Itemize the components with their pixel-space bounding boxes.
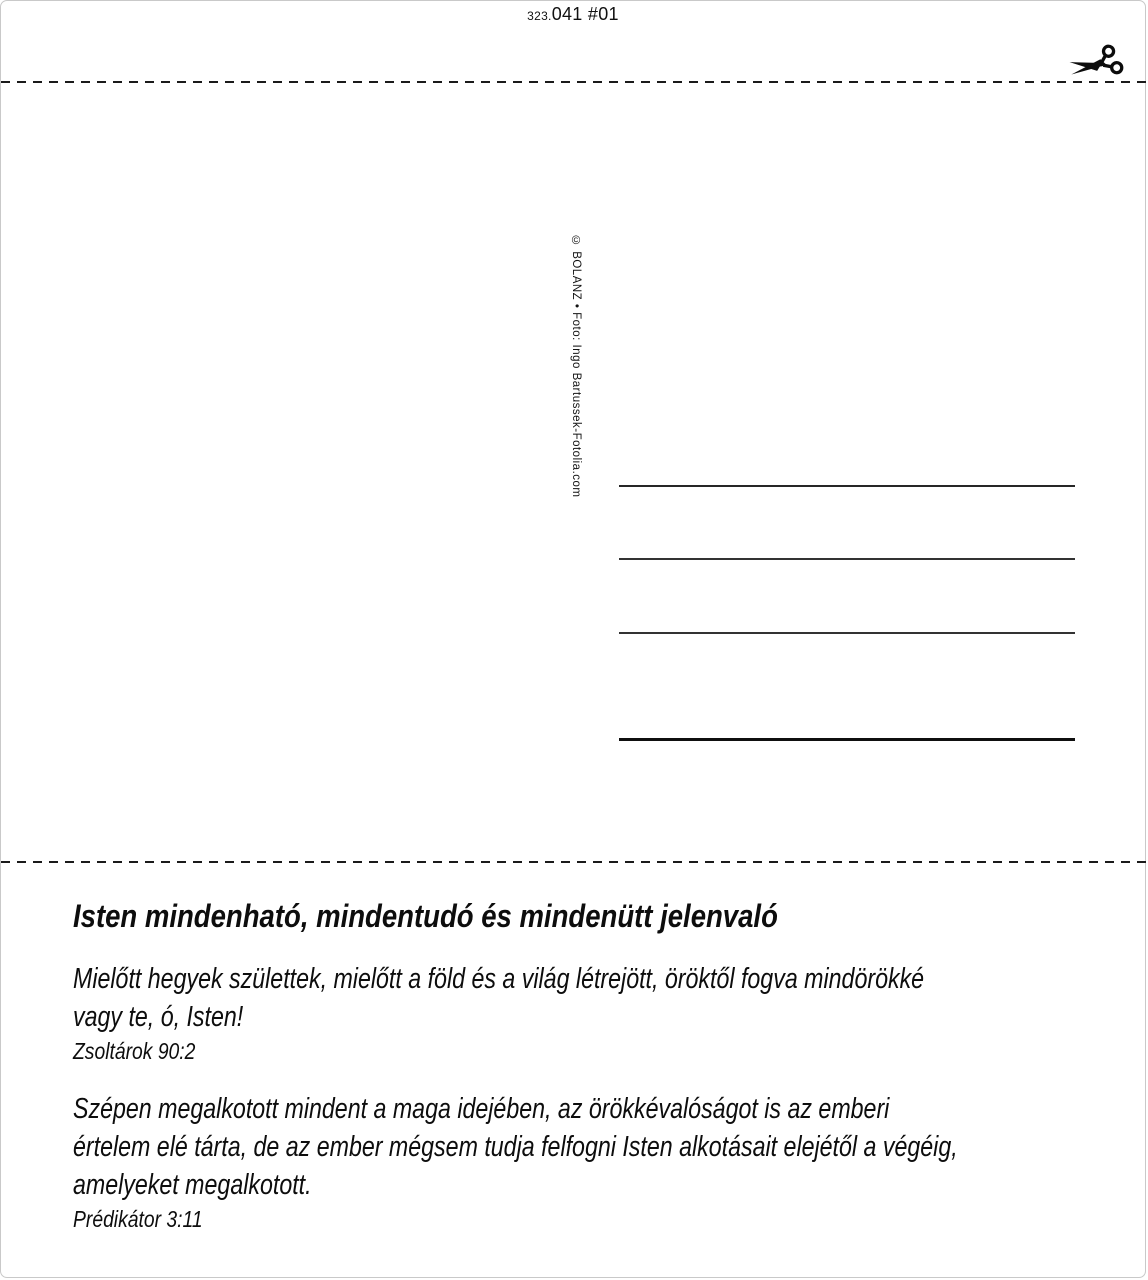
- quote-line: Mielőtt hegyek születtek, mielőtt a föld és a világ létrejött, öröktől fogva mindörökké: [73, 963, 925, 995]
- quote-line: Szépen megalkotott mindent a maga idejében, az örökkévalóságot is az emberi: [73, 1093, 890, 1125]
- print-code-prefix: 323.: [527, 9, 552, 23]
- address-line-1: [619, 485, 1075, 487]
- quote-line: amelyeket megalkotott.: [73, 1169, 312, 1201]
- address-line-3: [619, 632, 1075, 634]
- print-code-number: 041 #01: [551, 4, 619, 24]
- quote-line: vagy te, ó, Isten!: [73, 1001, 244, 1033]
- print-code: [1, 4, 1145, 25]
- quote-reference-psalm: Zsoltárok 90:2: [73, 1038, 196, 1064]
- photo-credit: © BOLANZ • Foto: Ingo Bartussek-Fotolia.com: [570, 235, 582, 498]
- scissors-icon: [1069, 43, 1127, 83]
- quote-psalm: [73, 960, 1148, 1036]
- cut-line-middle: [1, 861, 1148, 863]
- cut-line-top: [1, 81, 1148, 83]
- quote-ecclesiastes: [73, 1090, 1148, 1204]
- address-line-4: [619, 738, 1075, 741]
- quote-line: értelem elé tárta, de az ember mégsem tudja felfogni Isten alkotásait elejétől a végéig,: [73, 1131, 958, 1163]
- address-line-2: [619, 558, 1075, 560]
- quote-reference-ecclesiastes: Prédikátor 3:11: [73, 1206, 203, 1232]
- message-block: [73, 898, 1148, 1258]
- message-title: Isten mindenható, mindentudó és mindenütt jelenvaló: [73, 898, 778, 934]
